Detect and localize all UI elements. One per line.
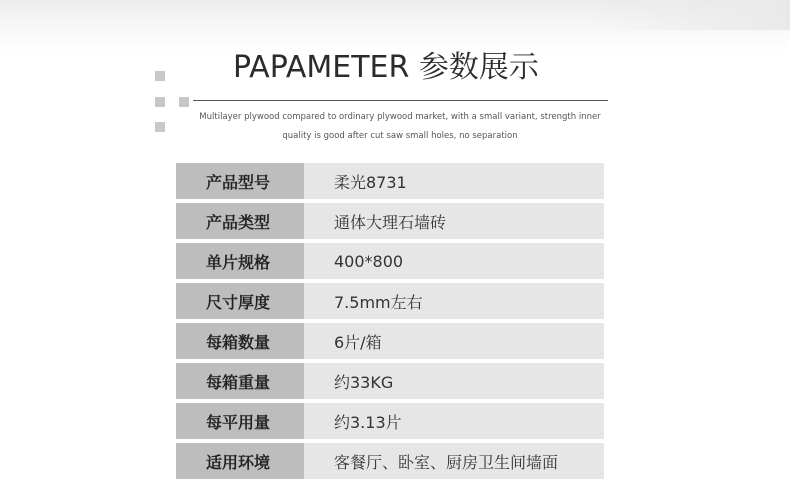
spec-label: 适用环境 bbox=[176, 443, 304, 479]
spec-label: 产品类型 bbox=[176, 203, 304, 239]
spec-value: 约3.13片 bbox=[304, 403, 604, 439]
top-shadow-corner bbox=[590, 0, 790, 30]
spec-label: 每箱重量 bbox=[176, 363, 304, 399]
spec-row-type bbox=[176, 203, 604, 239]
decorative-square-1 bbox=[155, 71, 165, 81]
spec-row-box-quantity bbox=[176, 323, 604, 359]
spec-label: 尺寸厚度 bbox=[176, 283, 304, 319]
decorative-square-2 bbox=[155, 97, 165, 107]
spec-row-environment bbox=[176, 443, 604, 479]
spec-value: 7.5mm左右 bbox=[304, 283, 604, 319]
spec-value: 柔光8731 bbox=[304, 163, 604, 199]
spec-row-thickness bbox=[176, 283, 604, 319]
spec-label: 单片规格 bbox=[176, 243, 304, 279]
spec-value: 400*800 bbox=[304, 243, 604, 279]
subtitle-line-1: Multilayer plywood compared to ordinary plywood market, with a small variant, strength inner bbox=[199, 112, 601, 122]
spec-row-usage-per-sqm bbox=[176, 403, 604, 439]
decorative-square-3 bbox=[179, 97, 189, 107]
spec-label: 产品型号 bbox=[176, 163, 304, 199]
spec-table bbox=[176, 163, 604, 483]
spec-row-size bbox=[176, 243, 604, 279]
spec-label: 每箱数量 bbox=[176, 323, 304, 359]
subtitle-line-2: quality is good after cut saw small holes, no separation bbox=[282, 131, 518, 141]
page-title: PAPAMETER 参数展示 bbox=[233, 50, 539, 85]
spec-row-model bbox=[176, 163, 604, 199]
spec-row-box-weight bbox=[176, 363, 604, 399]
title-divider bbox=[193, 100, 608, 101]
spec-label: 每平用量 bbox=[176, 403, 304, 439]
spec-value: 通体大理石墙砖 bbox=[304, 203, 604, 239]
spec-value: 约33KG bbox=[304, 363, 604, 399]
spec-value: 客餐厅、卧室、厨房卫生间墙面 bbox=[304, 443, 604, 479]
spec-value: 6片/箱 bbox=[304, 323, 604, 359]
decorative-square-4 bbox=[155, 122, 165, 132]
